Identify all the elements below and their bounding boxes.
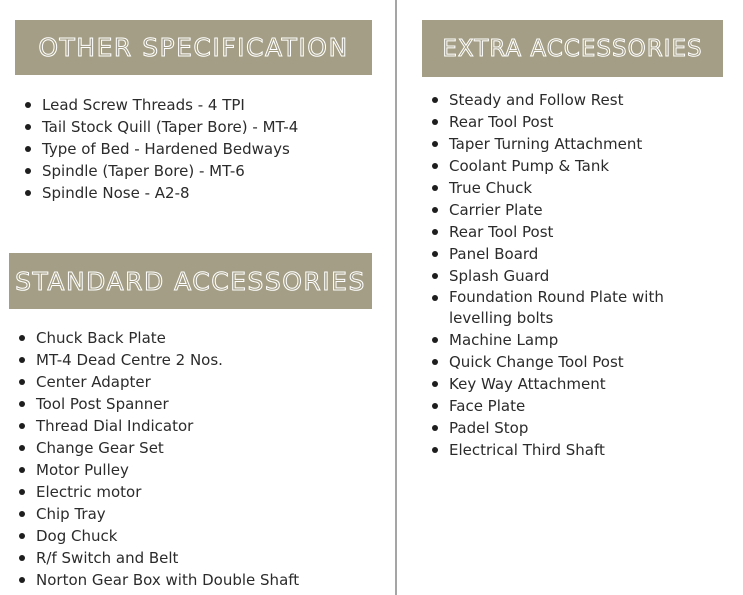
list-item: Key Way Attachment (432, 373, 699, 395)
list-item: Foundation Round Plate with levelling bolts (432, 287, 699, 329)
list-item: Electric motor (19, 481, 299, 503)
standard-accessories-banner (9, 253, 372, 309)
list-item: Machine Lamp (432, 329, 699, 351)
list-item: Quick Change Tool Post (432, 351, 699, 373)
list-item: Face Plate (432, 395, 699, 417)
list-item: True Chuck (432, 177, 699, 199)
standard-accessories-list (19, 327, 299, 591)
list-item: Splash Guard (432, 265, 699, 287)
list-item: Lead Screw Threads - 4 TPI (25, 94, 298, 116)
list-item: Panel Board (432, 243, 699, 265)
list-item: Center Adapter (19, 371, 299, 393)
other-specification-list (25, 94, 298, 204)
list-item: Norton Gear Box with Double Shaft (19, 569, 299, 591)
extra-accessories-list (432, 89, 699, 461)
list-item: Type of Bed - Hardened Bedways (25, 138, 298, 160)
list-item: Coolant Pump & Tank (432, 155, 699, 177)
list-item: Chuck Back Plate (19, 327, 299, 349)
list-item: Spindle Nose - A2-8 (25, 182, 298, 204)
list-item: Padel Stop (432, 417, 699, 439)
list-item: Spindle (Taper Bore) - MT-6 (25, 160, 298, 182)
list-item: Tool Post Spanner (19, 393, 299, 415)
list-item: Thread Dial Indicator (19, 415, 299, 437)
list-item: Motor Pulley (19, 459, 299, 481)
list-item: Taper Turning Attachment (432, 133, 699, 155)
list-item: Rear Tool Post (432, 111, 699, 133)
list-item: R/f Switch and Belt (19, 547, 299, 569)
list-item: Rear Tool Post (432, 221, 699, 243)
list-item: Tail Stock Quill (Taper Bore) - MT-4 (25, 116, 298, 138)
extra-accessories-heading: EXTRA ACCESSORIES (442, 35, 703, 62)
column-divider (395, 0, 397, 595)
other-specification-heading: OTHER SPECIFICATION (38, 33, 349, 62)
list-item: Dog Chuck (19, 525, 299, 547)
other-specification-banner (15, 20, 372, 75)
list-item: MT-4 Dead Centre 2 Nos. (19, 349, 299, 371)
list-item: Chip Tray (19, 503, 299, 525)
list-item: Carrier Plate (432, 199, 699, 221)
extra-accessories-banner (422, 20, 723, 77)
list-item: Steady and Follow Rest (432, 89, 699, 111)
list-item: Change Gear Set (19, 437, 299, 459)
list-item: Electrical Third Shaft (432, 439, 699, 461)
standard-accessories-heading: STANDARD ACCESSORIES (15, 266, 366, 296)
